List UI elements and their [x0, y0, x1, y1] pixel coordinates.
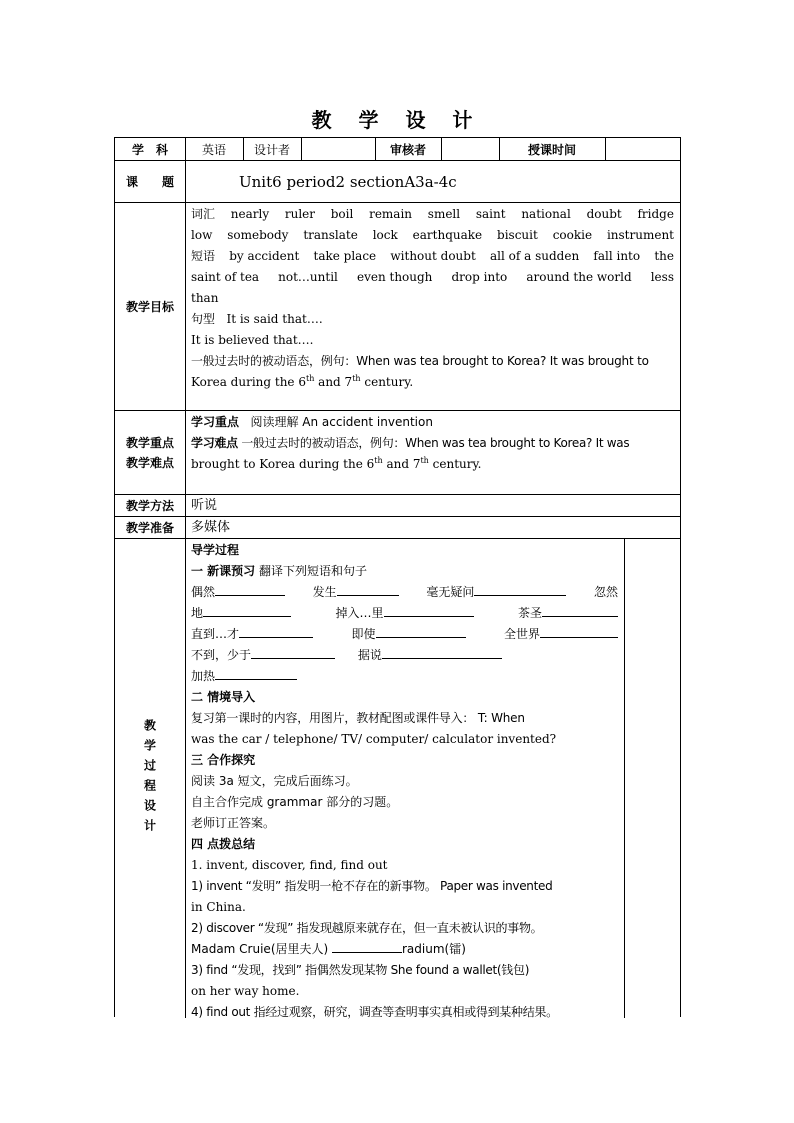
- blank-field[interactable]: [384, 603, 474, 617]
- translate-line-3: 直到…才 即使 全世界: [191, 624, 618, 645]
- designer-label: 设计者: [253, 142, 290, 157]
- process-row: [115, 539, 680, 1018]
- translate-line-1: 偶然 发生 毫无疑问 忽然: [191, 582, 618, 603]
- reviewer-value[interactable]: [441, 138, 499, 160]
- s4-line-5: Madam Cruie(居里夫人) radium(镭): [191, 939, 618, 960]
- objectives-row: [115, 203, 680, 411]
- vocab-line-1: 词汇 nearly ruler boil remain smell saint national doubt fridge: [191, 207, 674, 221]
- passive-line-1: 一般过去时的被动语态，例句：When was tea brought to Korea? It was brought to: [191, 354, 649, 368]
- subject-label: 学 科: [131, 142, 168, 157]
- s2-line-2: was the car / telephone/ TV/ computer/ calculator invented?: [191, 732, 557, 746]
- subject-value: 英语: [201, 142, 226, 157]
- blank-field[interactable]: [251, 645, 335, 659]
- s4-line-6: 3) find “发现，找到” 指偶然发现某物 She found a wallet(钱包): [191, 963, 530, 977]
- method-label: 教学方法: [125, 499, 174, 513]
- blank-field[interactable]: [239, 624, 313, 638]
- difficulty-line: 学习难点 一般过去时的被动语态，例句：When was tea brought to Korea? It was: [191, 436, 630, 450]
- key-points-content: [115, 411, 680, 494]
- s4-line-1: 1. invent, discover, find, find out: [191, 858, 388, 872]
- blank-field[interactable]: [215, 582, 285, 596]
- s3-line-1: 阅读 3a 短文，完成后面练习。: [191, 774, 358, 788]
- s4-line-4: 2) discover “发现” 指发现越原来就存在，但一直未被认识的事物。: [191, 921, 543, 935]
- reviewer-label: 审核者: [389, 142, 426, 157]
- s1-head-line: 一 新课预习 翻译下列短语和句子: [191, 564, 368, 578]
- s3-line-2: 自主合作完成 grammar 部分的习题。: [191, 795, 399, 809]
- blank-field[interactable]: [474, 582, 566, 596]
- method-row: [115, 495, 680, 517]
- s4-line-3: in China.: [191, 900, 246, 914]
- passive-line-2: Korea during the 6th and 7th century.: [191, 374, 414, 389]
- prep-row: [115, 517, 680, 539]
- time-value[interactable]: [605, 138, 680, 160]
- phrase-line-1: 短语 by accident take place without doubt all of a sudden fall into the: [191, 249, 674, 263]
- page-title: 教 学 设 计: [311, 108, 483, 132]
- phrase-line-3: than: [191, 291, 219, 305]
- prep-value: 多媒体: [191, 520, 231, 535]
- s4-head: 四 点拨总结: [191, 837, 256, 851]
- lesson-plan-table: [114, 137, 681, 1017]
- blank-field[interactable]: [332, 939, 402, 953]
- s2-line-1: 复习第一课时的内容，用图片，教材配图或课件导入： T: When: [191, 711, 525, 725]
- s4-line-7: on her way home.: [191, 984, 300, 998]
- designer-value[interactable]: [301, 138, 375, 160]
- process-content: [115, 539, 624, 1018]
- prep-label: 教学准备: [125, 521, 174, 535]
- phrase-line-2: saint of tea not…until even though drop into around the world less: [191, 270, 674, 284]
- difficulty-line-2: brought to Korea during the 6th and 7th century.: [191, 456, 482, 471]
- topic-label: 课 题: [125, 175, 174, 189]
- s4-line-8: 4) find out 指经过观察，研究，调查等查明事实真相或得到某种结果。: [191, 1005, 558, 1019]
- vocab-line-2: low somebody translate lock earthquake biscuit cookie instrument: [191, 228, 674, 242]
- objectives-label: 教学目标: [125, 300, 174, 314]
- s2-head: 二 情境导入: [191, 690, 256, 704]
- blank-field[interactable]: [203, 603, 291, 617]
- translate-line-2: 地 掉入…里 茶圣: [191, 603, 618, 624]
- focus-line: 学习重点 阅读理解 An accident invention: [191, 415, 433, 429]
- topic-row: [115, 161, 680, 203]
- translate-line-5: 加热: [191, 666, 618, 687]
- s3-line-3: 老师订正答案。: [191, 816, 276, 830]
- time-label: 授课时间: [527, 142, 576, 157]
- header-row: [115, 138, 680, 161]
- blank-field[interactable]: [382, 645, 502, 659]
- objectives-content: [115, 203, 680, 410]
- blank-field[interactable]: [337, 582, 399, 596]
- blank-field[interactable]: [376, 624, 466, 638]
- blank-field[interactable]: [215, 666, 297, 680]
- blank-field[interactable]: [540, 624, 618, 638]
- method-value: 听说: [191, 498, 218, 513]
- s4-line-2: 1) invent “发明” 指发明一枪不存在的新事物。 Paper was invented: [191, 879, 553, 893]
- key-points-row: [115, 411, 680, 495]
- topic-value: Unit6 period2 sectionA3a-4c: [239, 172, 457, 191]
- process-label: 教学过程设计: [142, 718, 157, 839]
- pattern-line-1: 句型 It is said that….: [191, 312, 323, 326]
- key-points-label: 教学重点 教学难点: [125, 435, 174, 470]
- s3-head: 三 合作探究: [191, 753, 256, 767]
- guide-head: 导学过程: [191, 543, 240, 557]
- pattern-line-2: It is believed that….: [191, 333, 314, 347]
- blank-field[interactable]: [542, 603, 618, 617]
- translate-line-4: 不到，少于 据说: [191, 645, 618, 666]
